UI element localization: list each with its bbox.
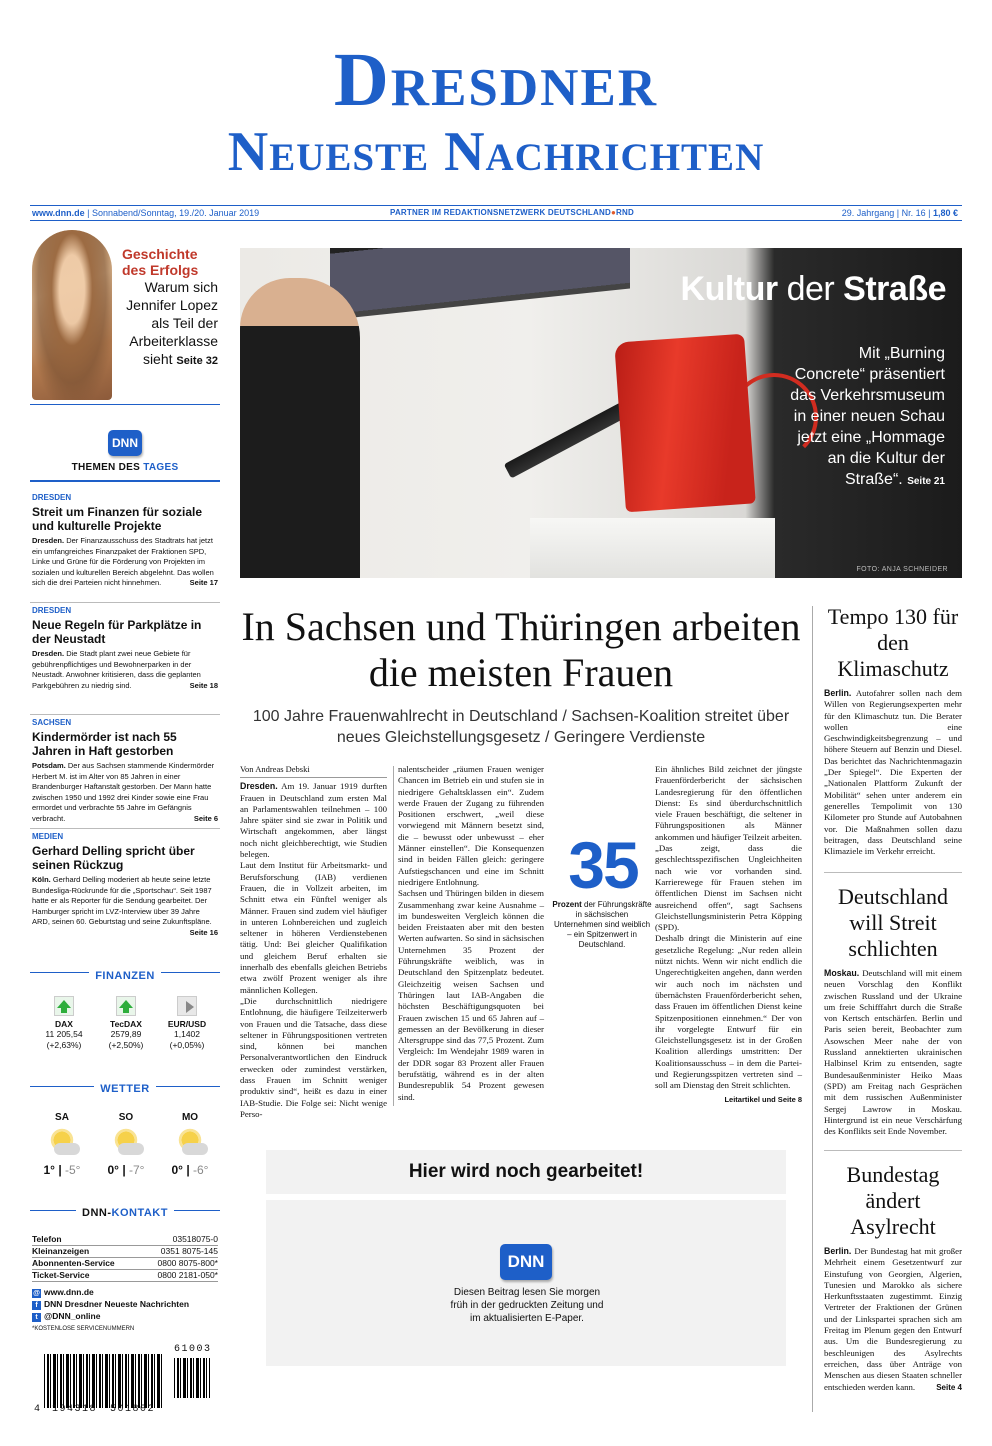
themen-item-3[interactable] [32,718,218,825]
weather-day-so: SO 0° | -7° [104,1112,148,1177]
contact-row: Ticket-Service 0800 2181-050* [32,1270,218,1280]
masthead-date: Sonnabend/Sonntag, 19./20. Januar 2019 [92,208,260,218]
wetter-title: WETTER [94,1083,155,1095]
web-link[interactable]: @ www.dnn.de [33,1287,94,1297]
finance-dax: DAX 11 205,54 (+2,63%) [44,996,84,1051]
item-kicker: DRESDEN [32,606,72,615]
themen-item-1[interactable] [32,493,218,589]
photo-credit: FOTO: ANJA SCHNEIDER [856,566,948,573]
item-kicker: DRESDEN [32,493,72,502]
stat-caption: Prozent der Führungskräfte in sächsischen Unternehmen sind weiblich – ein Spitzenwert in Deutschland. [552,900,652,949]
facebook-icon: f [32,1301,41,1310]
divider [30,480,220,482]
weather-day-sa: SA 1° | -5° [40,1112,84,1177]
lead-column-2: nalentscheider „räumen Frauen weniger Chancen im Betrieb ein und stufen sie in niedrigere Gehaltsklassen ein“. Zudem werde Frauen der Zugang zu führenden Positionen erschwert, „weil diese vorwiegend mit Männern besetzt sind, die – bewusst oder unbewusst – eher Männer einstellen“. Die Konsequenzen sind in beiden Fällen gleich: geringere Aufstiegschancen und eine im Schnitt niedrigere Entlohnung. Sachsen und Thüringen bilden in diesem Zusammenhang zwar keine Ausnahme – im bundesweiten Vergleich können die beiden Freistaaten aber mit den besten Werten aufwarten. So sind in sächsischen Unternehmen 35 Prozent der Führungskräfte weiblich, was in Deutschland den Spitzenplatz bedeutet. Gleichzeitig weisen Sachsen und Thüringen laut IAB-Angaben die höchsten Beschäftigungsquoten bei Frauen zwischen 15 und 65 Jahren auf – gemessen an der Bevölkerung in dieser Altersgruppe sind das 77,5 Prozent. Zum Vergleich: Im Wendejahr 1989 waren in der DDR sogar 83 Prozent aller Frauen berufstätig, während es in der alten Bundesrepublik 54 Prozent gewesen sind. [398,764,544,1102]
right-story-headline: Tempo 130 für den Klimaschutz [827,604,959,681]
item-text: Potsdam. Der aus Sachsen stammende Kindermörder Herbert M. ist im Alter von 85 Jahren in einer Brandenburger Haftanstalt gestorben. Der Mann hatte zwischen 1950 und 1992 drei Kinder sowie eine Frau ermordet und verbrachte 55 Jahre im Gefängnis verbracht. Seite 6 [32,761,218,823]
item-headline: Kindermörder ist nach 55 Jahren in Haft gestorben [32,730,177,758]
right-story-headline: Bundestag ändert Asylrecht [846,1162,940,1239]
lead-headline[interactable]: In Sachsen und Thüringen arbeiten die meisten Frauen [241,604,801,695]
arrow-up-icon [54,996,74,1016]
photo-page-ref: Seite 21 [907,476,945,487]
lead-column-3: Ein ähnliches Bild zeichnet der jüngste Frauenförderbericht der sächsischen Landesregierung für den öffentlichen Dienst: Es sind überdurchschnittlich viele Frauen beschäftigt, die seltener in Führungspositionen als Männer ankommen und häufiger Teilzeit arbeiten. „Das zeigt, dass die geschlechtsspezifischen Ungleichheiten nach wie vor vorhanden sind. Karrierewege für Frauen stehen im öffentlichen Dienst im Sachsen nicht ausreichend offen“, sagt Sachsens Gleichstellungsministerin Petra Köpping (SPD). Deshalb dringt die Ministerin auf eine gesetzliche Regelung: „Nur reden allein nützt nichts. Wenn wir nicht endlich die Ungerechtigkeiten angehen, dann werden wir auch noch im nächsten und übernächsten Frauenförderbericht sehen, dass Frauen im öffentlichen Dienst keine Spitzenpositionen einnehmen.“ Der von ihr vorgelegte Entwurf für ein Gleichstellungsgesetz ist in der Großen Koalition allerdings umstritten: Der Koalitionsausschuss – in dem die Partei- und Regierungsspitzen vertreten sind – soll am Dienstag den Streit schlichten. Leitartikel und Seite 8 [655,764,803,1104]
right-story-2[interactable] [824,884,962,1137]
lead-byline: Von Andreas Debski [240,764,387,778]
themen-item-4[interactable] [32,832,218,939]
divider [30,714,220,715]
wetter-title-wrap [30,1079,220,1097]
masthead-price: 1,80 € [932,208,958,218]
item-kicker: MEDIEN [32,832,64,841]
photo-plinth [530,518,775,578]
themen-title: THEMEN DES TAGES [71,462,179,473]
arrow-up-icon [116,996,136,1016]
dnn-logo-icon: DNN [108,430,142,456]
themen-item-2[interactable] [32,606,218,691]
barcode-digits: 194318 [52,1404,98,1415]
item-headline: Gerhard Delling spricht über seinen Rückzug [32,844,195,872]
masthead-partner: PARTNER IM REDAKTIONSNETZWERK DEUTSCHLAND●RND [390,208,634,217]
social-links [32,1286,218,1335]
contact-row: Telefon 03518075-0 [32,1234,218,1244]
barcode-top-number: 61003 [174,1344,212,1355]
placeholder-title: Hier wird noch gearbeitet! [408,1161,644,1182]
right-story-headline: Deutschland will Streit schlichten [838,884,948,961]
masthead-issue: 29. Jahrgang | Nr. 16 | 1,80 € [841,208,958,218]
kontakt-title-wrap [30,1203,220,1221]
divider [824,872,962,873]
lead-column-1: Von Andreas Debski Dresden. Am 19. Januar 1919 durften Frauen in Deutschland zum ersten Mal an Parlamentswahlen teilnehmen – 100 Jahre später sind sie zwar in Politik und Wirtschaft angekommen, aber längst noch nicht gleichberechtigt, wie Studien belegen. Laut dem Institut für Arbeitsmarkt- und Berufsforschung (IAB) verdienen Frauen, die in Vollzeit arbeiten, im Schnitt etwa ein Fünftel weniger als Männer. Frauen sind zudem viel häufiger in unteren Lohnbereichen und zugleich seltener in höheren Verdienstebenen tätig. Und: Bei gleicher Qualifikation und gleichem Beruf erhalten sie innerhalb des ebenfalls gleichen Betriebs etwa zwölf Prozent weniger als ihre männlichen Kollegen. „Die durchschnittlich niedrigere Entlohnung, die häufigere Teilzeiterwerb von Frauen und die Tatsache, dass diese seltener in Führungspositionen vertreten sind, können bei manchen Personalverantwortlichen den Eindruck erwecken oder zumindest verstärken, dass Frauen im Schnitt weniger produktiv sind“, heißt es dazu in einer IAB-Studie. Die Folge sei: Nicht wenige Perso- [240,764,387,1119]
item-kicker: SACHSEN [32,718,72,727]
facebook-link[interactable]: f DNN Dresdner Neueste Nachrichten [32,1298,218,1310]
contact-row: Kleinanzeigen 0351 8075-145 [32,1246,218,1256]
item-text: Dresden. Der Finanzausschuss des Stadtrats hat jetzt ein umfangreiches Finanzpaket der Fraktionen SPD, Linke und Grüne für die Förderung von Projekten im sozialen und kulturellen Bereich abgelehnt. Das wollen sich die drei Parteien nicht hinnehmen. Seite 17 [32,536,218,588]
teaser-kicker[interactable]: Geschichte des Erfolgs [122,246,199,278]
barcode-bars [44,1354,164,1408]
teaser-body[interactable]: Warum sich Jennifer Lopez als Teil der Arbeiterklasse sieht Seite 32 [126,279,218,367]
column-rule [812,606,813,1412]
right-story-text: Moskau. Deutschland will mit einem neuen Vorschlag den Konflikt zwischen Russland und der Ukraine um freie Schifffahrt durch die Straße von Kertsch entschärfen. Berlin und Paris seien bereit, Beobachter zum Asowschen Meer nahe der von Russland annektierten ukrainischen Halbinsel Krim zu entsenden, sagte Bundesaußenminister Heiko Maas (SPD) am Freitag nach Gesprächen mit dem russischen Außenminister Sergej Lawrow in Moskau. Hintergrund ist ein neue Verschärfung des Konflikts seit Ende November. [824,968,962,1137]
photo-title: Kultur der Straße [680,270,946,308]
finance-tecdax: TecDAX 2579,89 (+2,50%) [104,996,148,1051]
divider [30,404,220,405]
column-rule [393,766,394,1106]
right-story-text: Berlin. Autofahrer sollen nach dem Willen von Regierungsexperten mehr für den Klimaschutz tun. Die Berater wollen eine Geschwindigkeitsbegrenzung – und höhere Steuern auf Benzin und Diesel. Das berichtet das Nachrichtenmagazin „Der Spiegel“. Die Experten der „Nationalen Plattform Zukunft der Mobilität“ sehen unter anderem ein generelles Tempolimit von 130 Kilometer pro Stunde auf Autobahnen vor. Die Maßnahmen sollen dazu beitragen, dass Deutschland seine Klimaziele im Verkehr erreicht. [824,688,962,857]
finanzen-title-wrap [30,966,220,984]
photo-person [240,278,360,578]
divider [30,828,220,829]
right-story-1[interactable] [824,604,962,857]
barcode-addon-bars [174,1358,210,1398]
lead-photo[interactable] [240,248,962,578]
lead-subhead: 100 Jahre Frauenwahlrecht in Deutschland / Sachsen-Koalition streitet über neues Gleichstellungsgesetz / Geringere Verdienste [252,708,790,746]
sun-cloud-icon [104,1127,148,1157]
lead-page-ref[interactable]: Leitartikel und Seite 8 [724,1094,802,1104]
masthead-info-left: www.dnn.de | Sonnabend/Sonntag, 19./20. Januar 2019 [32,208,260,218]
right-story-text: Berlin. Der Bundestag hat mit großer Mehrheit einem Gesetzentwurf zur Einstufung von Georgien, Algerien, Tunesien und Marokko als sichere Herkunftsstaaten zugestimmt. Einzig Vertreter der Fraktionen der Grünen und der Linkspartei sprachen sich am Freitag im Plenum gegen den Entwurf aus. Um die Bundesregierung zu beschleunigen des Asylrechts erreichen, dass über Anträge von Menschen aus diesen Staaten schneller entschieden werden kann. Seite 4 [824,1246,963,1392]
photo-red-canister [614,334,756,513]
placeholder-text: Diesen Beitrag lesen Sie morgen früh in der gedruckten Zeitung und im aktualisierten E-Paper. [450,1287,604,1324]
finanzen-title: FINANZEN [89,970,161,982]
sun-cloud-icon [168,1127,212,1157]
masthead-url[interactable]: www.dnn.de [32,208,85,218]
contact-row: Abonnenten-Service 0800 8075-800* [32,1258,218,1268]
right-story-3[interactable] [824,1162,962,1393]
sun-cloud-icon [40,1127,84,1157]
photo-caption: Mit „Burning Concrete“ präsentiert das Verkehrsmuseum in einer neuen Schau jetzt eine „Hommage an die Kultur der Straße“. Seite 21 [790,345,945,488]
kontakt-title: DNN-KONTAKT [76,1207,174,1219]
masthead-info-bar [30,205,962,221]
globe-icon: @ [33,1290,40,1297]
teaser-page-ref: Seite 32 [176,355,218,367]
twitter-icon: t [32,1313,41,1322]
dnn-logo-icon: DNN [500,1244,552,1280]
barcode-digit: 4 [34,1404,42,1415]
divider [30,602,220,603]
barcode-digits: 501802 [110,1404,156,1415]
finance-eurusd: EUR/USD 1,1402 (+0,05%) [164,996,210,1051]
twitter-link[interactable]: t @DNN_online [32,1310,218,1322]
masthead-title-line1: Dresdner [333,38,659,122]
item-text: Köln. Gerhard Delling moderiert ab heute seine letzte Bundesliga-Rückrunde für die „Sportschau“. Seit 1987 hatte er als Reporter für die Sendung gearbeitet. Der Hamburger spricht im LVZ-Interview über 39 Jahre ARD, seinen 60. Geburtstag und seine Zukunftspläne. Seite 16 [32,875,218,937]
masthead-title-line2: Neueste Nachrichten [227,121,765,183]
arrow-right-icon [177,996,197,1016]
barcode [34,1346,210,1416]
teaser-photo-jennifer-lopez[interactable] [32,230,112,400]
item-headline: Streit um Finanzen für soziale und kulturelle Projekte [32,505,203,533]
divider [824,1150,962,1151]
item-headline: Neue Regeln für Parkplätze in der Neustadt [32,618,202,646]
kontakt-list [32,1234,218,1335]
stat-value: 35 [568,828,638,902]
item-text: Dresden. Die Stadt plant zwei neue Gebiete für gebührenpflichtiges und Bewohnerparken in der Neustadt. Anwohner kritisieren, dass die geplanten Parkgebühren zu niedrig sind. Seite 18 [32,649,218,690]
kontakt-note: *KOSTENLOSE SERVICENUMMERN [32,1326,135,1332]
weather-day-mo: MO 0° | -6° [168,1112,212,1177]
